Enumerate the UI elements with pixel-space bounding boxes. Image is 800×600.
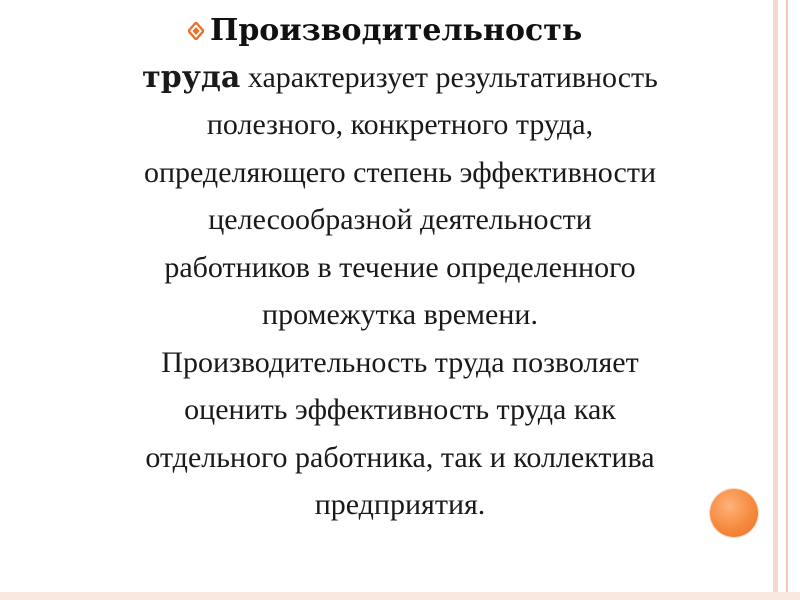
body-line-2: полезного, конкретного труда, <box>206 108 594 141</box>
body-line-8: оценить эффективность труда как <box>184 393 616 426</box>
body-line-4: целесообразной деятельности <box>208 203 592 236</box>
slide-title: Производительность <box>210 13 583 48</box>
body-line-7: Производительность труда позволяет <box>161 345 639 379</box>
bold-term: труда <box>142 60 241 95</box>
body-text-continuation: характеризует результативность <box>240 61 658 94</box>
body-line-5: работников в течение определенного <box>164 250 636 284</box>
body-line-6: промежутка времени. <box>262 298 538 331</box>
body-line-3: определяющего степень эффективности <box>143 155 657 189</box>
body-line-1 <box>0 58 800 98</box>
body-line-9: отдельного работника, так и коллектива <box>145 440 655 474</box>
body-line-10: предприятия. <box>314 488 486 521</box>
